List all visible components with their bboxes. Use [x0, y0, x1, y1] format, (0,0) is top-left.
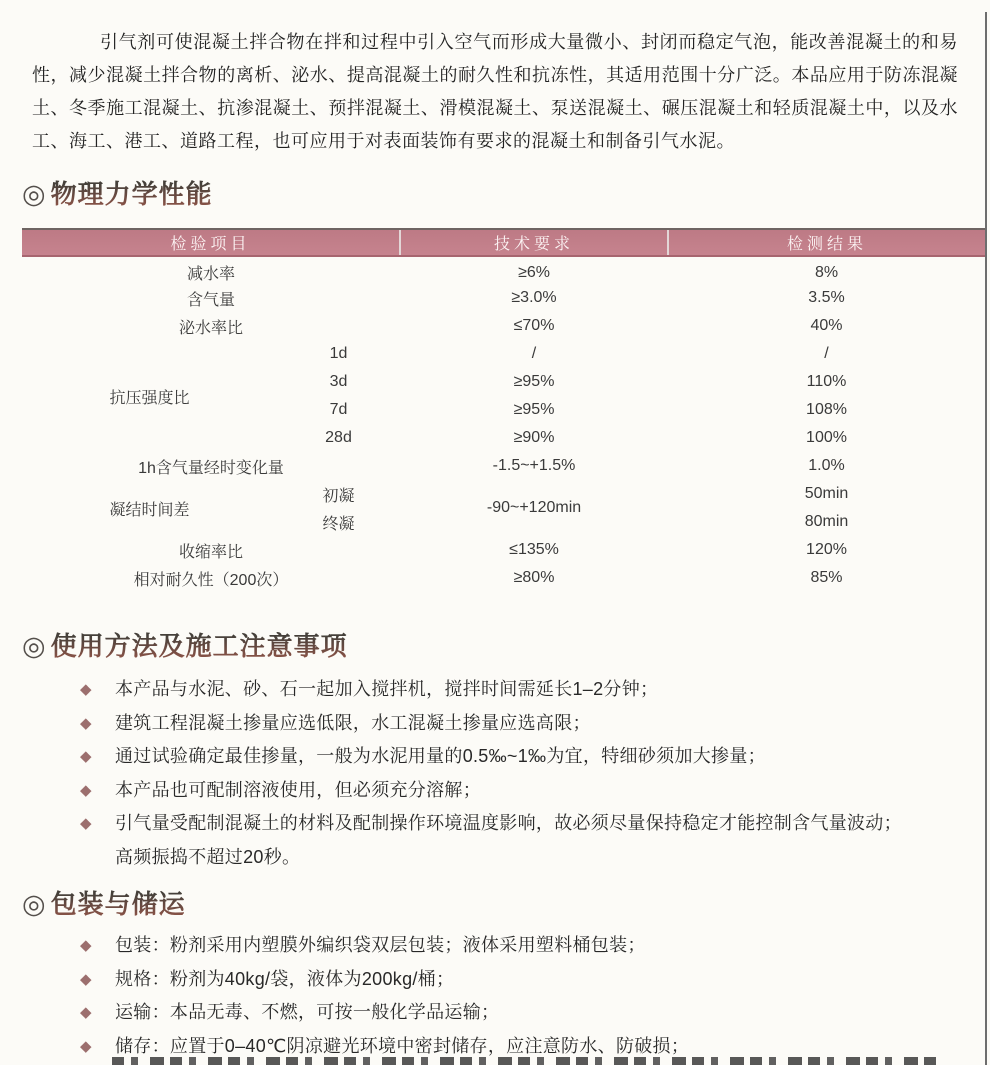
table-cell-result: 80min	[804, 513, 849, 530]
bullet-item	[80, 774, 960, 808]
table-cell-requirement: ≥95%	[513, 373, 555, 390]
bullet-text: 规格：粉剂为40kg/袋，液体为200kg/桶；	[115, 968, 455, 989]
table-cell-requirement: ≥3.0%	[511, 289, 557, 306]
table-cell-result: 40%	[810, 317, 843, 334]
bullet-item	[80, 707, 960, 741]
bullet-text: 高频振捣不超过20秒。	[115, 846, 301, 867]
table-cell-item: 泌水率比	[179, 319, 244, 337]
table-cell-result: 1.0%	[808, 457, 845, 474]
table-cell-sub-item: 3d	[329, 373, 348, 390]
table-cell-result: /	[824, 345, 829, 362]
table-cell-result: 100%	[806, 429, 847, 446]
section-title: 包装与储运	[50, 889, 186, 919]
bullet-text: 建筑工程混凝土掺量应选低限，水工混凝土掺量应选高限；	[115, 712, 591, 733]
table-row	[22, 452, 985, 480]
table-header-row	[22, 229, 985, 256]
scan-edge-line	[985, 12, 987, 1065]
table-row	[22, 480, 985, 508]
table-cell-result: 3.5%	[808, 289, 845, 306]
section-marker-icon: ◎	[22, 889, 46, 919]
table-row	[22, 564, 985, 592]
diamond-bullet-icon: ◆	[80, 681, 92, 698]
table-cell-item: 减水率	[187, 266, 236, 283]
table-cell-item: 1h含气量经时变化量	[138, 459, 284, 477]
section-marker-icon: ◎	[22, 631, 46, 661]
bullet-text: 包装：粉剂采用内塑膜外编织袋双层包装；液体采用塑料桶包装；	[115, 935, 646, 955]
bullet-text: 通过试验确定最佳掺量，一般为水泥用量的0.5‰~1‰为宜，特细砂须加大掺量；	[115, 746, 766, 766]
diamond-bullet-icon: ◆	[80, 781, 92, 799]
table-row	[22, 284, 985, 312]
table-cell-requirement: /	[531, 345, 537, 362]
table-cell-sub-item: 初凝	[322, 487, 355, 505]
diamond-bullet-icon: ◆	[80, 1004, 92, 1021]
table-cell-result: 110%	[806, 373, 847, 390]
table-row	[22, 536, 985, 564]
table-cell-requirement: ≥95%	[513, 401, 555, 418]
bullet-text: 储存：应置于0–40℃阴凉避光环境中密封储存，应注意防水、防破损；	[115, 1035, 690, 1056]
diamond-bullet-icon: ◆	[80, 714, 92, 732]
table-header-result: 检测结果	[668, 229, 985, 256]
section-heading-packaging	[22, 888, 990, 920]
table-cell-requirement: ≥80%	[513, 569, 555, 586]
diamond-bullet-icon: ◆	[80, 970, 92, 988]
diamond-bullet-icon: ◆	[80, 937, 92, 954]
bullet-item	[80, 963, 960, 997]
bullet-text: 运输：本品无毒、不燃，可按一般化学品运输；	[115, 1002, 500, 1022]
bullet-item	[80, 673, 960, 707]
table-cell-sub-item: 终凝	[322, 515, 355, 533]
bullet-item	[80, 740, 960, 774]
diamond-bullet-icon: ◆	[80, 748, 92, 765]
packaging-bullet-list	[80, 929, 960, 1063]
table-cell-requirement: -90~+120min	[486, 499, 582, 516]
intro-paragraph: 引气剂可使混凝土拌合物在拌和过程中引入空气而形成大量微小、封闭而稳定气泡，能改善混凝土的和易性，减少混凝土拌合物的离析、泌水、提高混凝土的耐久性和抗冻性，其适用范围十分广泛。本品应用于防冻混凝土、冬季施工混凝土、抗渗混凝土、预拌混凝土、滑模混凝土、泵送混凝土、碾压混凝土和轻质混凝土中，以及水工、海工、港工、道路工程，也可应用于对表面装饰有要求的混凝土和制备引气水泥。	[32, 32, 958, 151]
bullet-text: 引气量受配制混凝土的材料及配制操作环境温度影响，故必须尽量保持稳定才能控制含气量波动；	[115, 813, 902, 833]
usage-bullet-list	[80, 673, 960, 874]
table-row	[22, 340, 985, 368]
section-marker-icon: ◎	[22, 179, 46, 209]
diamond-bullet-icon: ◆	[80, 1037, 92, 1055]
table-cell-requirement: ≤135%	[509, 541, 559, 558]
section-title: 使用方法及施工注意事项	[50, 631, 348, 661]
table-cell-result: 108%	[806, 401, 847, 418]
table-cell-sub-item: 1d	[329, 345, 348, 362]
performance-table	[22, 228, 985, 592]
bullet-text: 本产品也可配制溶液使用，但必须充分溶解；	[115, 779, 481, 800]
cutoff-glyph-tops	[112, 1057, 940, 1065]
section-heading-usage	[22, 630, 990, 662]
section-title: 物理力学性能	[50, 179, 213, 209]
table-cell-sub-item: 28d	[325, 429, 352, 446]
table-row	[22, 256, 985, 284]
table-cell-result: 50min	[804, 485, 849, 502]
table-cell-requirement: ≥6%	[518, 263, 550, 281]
table-cell-item: 抗压强度比	[109, 389, 190, 407]
bullet-item	[80, 929, 960, 963]
bullet-item-continuation	[80, 841, 960, 875]
table-cell-result: 120%	[806, 541, 847, 558]
diamond-bullet-icon: ◆	[80, 815, 92, 832]
table-cell-item: 含气量	[187, 291, 236, 309]
table-cell-sub-item: 7d	[329, 401, 348, 418]
table-cell-requirement: ≥90%	[513, 429, 555, 446]
table-row	[22, 312, 985, 340]
table-header-item: 检验项目	[22, 229, 400, 256]
cutoff-text-fragment	[112, 1057, 940, 1065]
bullet-item	[80, 996, 960, 1030]
table-cell-requirement: -1.5~+1.5%	[492, 457, 576, 474]
table-cell-result: 85%	[810, 569, 843, 586]
table-cell-item: 收缩率比	[179, 543, 244, 561]
table-cell-item: 相对耐久性（200次）	[133, 571, 289, 589]
bullet-text: 本产品与水泥、砂、石一起加入搅拌机，搅拌时间需延长1–2分钟；	[115, 679, 659, 699]
table-cell-item: 凝结时间差	[109, 501, 190, 519]
table-cell-requirement: ≤70%	[513, 317, 555, 334]
table-header-requirement: 技术要求	[400, 229, 668, 256]
table-cell-result: 8%	[814, 263, 839, 281]
bullet-item	[80, 807, 960, 841]
section-heading-physical-properties	[22, 178, 990, 210]
